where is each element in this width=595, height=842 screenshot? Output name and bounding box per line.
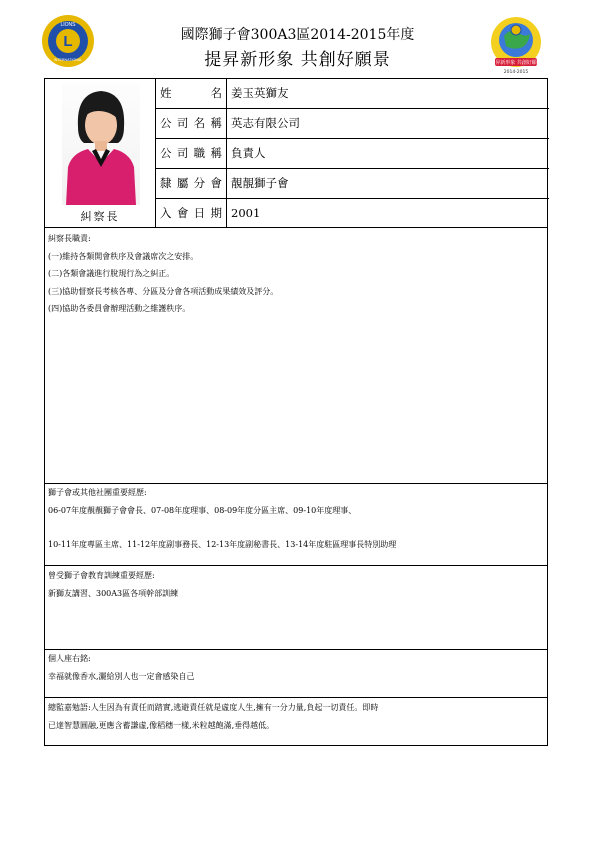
info-row-club [155, 169, 549, 199]
svg-text:2014-2015: 2014-2015 [503, 70, 529, 75]
portrait-illustration [62, 83, 140, 205]
document-slogan: 提昇新形象 共創好願景 [204, 50, 391, 70]
governor-remarks-section [48, 699, 543, 734]
divider [45, 227, 547, 228]
experience-section [48, 484, 543, 554]
info-value: 靚靚獅子會 [231, 176, 289, 190]
info-row-join-date [155, 199, 549, 227]
duty-item: (二)各類會議進行脫規行為之糾正。 [48, 269, 175, 278]
info-row-job-title [155, 139, 549, 169]
profile-sheet [44, 78, 548, 746]
info-label: 姓名 [155, 79, 227, 108]
svg-text:LIONS: LIONS [60, 22, 76, 28]
duties-section [48, 230, 543, 318]
motto-section [48, 650, 543, 685]
experience-heading: 獅子會或其他社團重要經歷: [48, 488, 147, 497]
duty-item: (一)維持各類開會秩序及會議席次之安排。 [48, 251, 199, 261]
info-row-company [155, 109, 549, 139]
info-label: 入會日期 [155, 199, 227, 227]
duties-heading: 糾察長職責: [48, 234, 91, 243]
divider [45, 565, 547, 566]
duty-item: (四)協助各委員會辦理活動之維護秩序。 [48, 304, 191, 313]
governor-line: 已達智慧圓融,更應含蓄謙虛,像稻穗一樣,米粒越飽滿,垂得越低。 [48, 720, 275, 730]
duty-item: (三)協助督察長考核各專、分區及分會各項活動成果績效及評分。 [48, 286, 279, 296]
position-caption: 糾察長 [80, 210, 120, 223]
info-value: 2001 [231, 206, 261, 220]
info-label: 公司名稱 [155, 109, 227, 138]
info-value: 姜玉英獅友 [231, 86, 289, 100]
training-line: 新獅友講習、300A3區各項幹部訓練 [48, 588, 179, 598]
divider [45, 697, 547, 698]
svg-text:提昇新形象 共創好願景: 提昇新形象 共創好願景 [490, 60, 542, 66]
experience-line: 06-07年度靚靚獅子會會長、07-08年度理事、08-09年度分區主席、09-10年度理事、 [48, 505, 357, 515]
photo-cell [45, 79, 156, 227]
training-heading: 曾受獅子會教育訓練重要經歷: [48, 571, 155, 580]
info-label: 公司職稱 [155, 139, 227, 168]
svg-text:INTERNATIONAL: INTERNATIONAL [53, 58, 83, 62]
info-label: 隸屬分會 [155, 169, 227, 198]
motto-line: 幸福就像香水,灑給別人也一定會感染自己 [48, 671, 195, 681]
document-title: 國際獅子會300A3區2014-2015年度 [180, 27, 415, 43]
motto-heading: 個人座右銘: [48, 654, 91, 663]
member-photo [62, 83, 140, 205]
training-section [48, 567, 543, 602]
info-row-name [155, 79, 549, 109]
governor-line: 總監嘉勉語:人生因為有責任而踏實,逃避責任就是虛度人生,擁有一分力量,負起一切責任。即時 [48, 703, 379, 712]
experience-line: 10-11年度專區主席、11-12年度副事務長、12-13年度副秘書長、13-14年度駐區理事長特別助理 [48, 540, 397, 549]
svg-text:L: L [63, 33, 73, 50]
info-value: 負責人 [231, 146, 266, 160]
info-value: 英志有限公司 [231, 116, 300, 130]
